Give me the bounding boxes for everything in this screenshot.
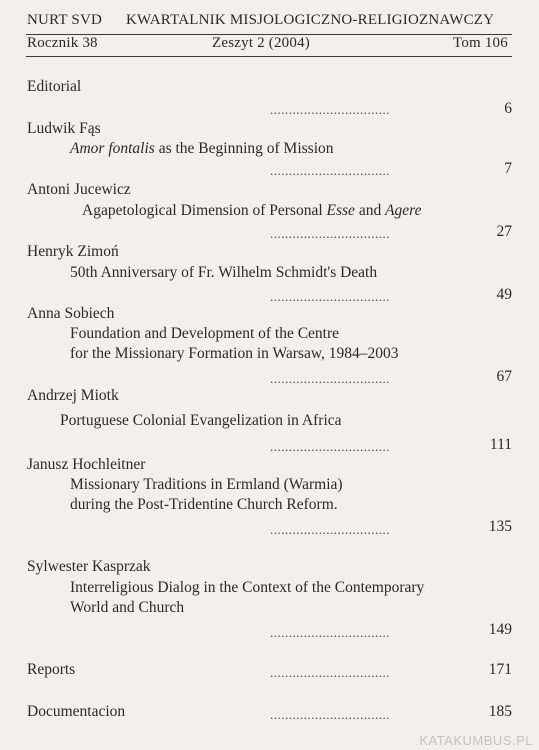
toc-author-fas: Ludwik Fąs [27,120,101,137]
toc-author-kasprzak: Sylwester Kasprzak [27,558,151,575]
toc-documentacion-label: Documentacion [27,703,126,720]
toc-dots: ................................ [270,439,390,454]
toc-title-zimon: 50th Anniversary of Fr. Wilhelm Schmidt's Death [70,264,378,281]
toc-dots: ................................ [270,226,390,241]
toc-hochleitner-page: 135 [488,518,512,535]
toc-editorial-label: Editorial [27,78,82,95]
toc-dots: ................................ [270,163,390,178]
toc-dots: ................................ [270,289,390,304]
toc-title-hochleitner-line1: Missionary Traditions in Ermland (Warmia) [70,476,343,493]
volume-label: Rocznik 38 [27,35,98,51]
tome-label: Tom 106 [453,35,508,51]
header-rule-bottom [26,56,512,57]
watermark: KATAKUMBUS.PL [419,733,533,748]
toc-dots: ................................ [270,371,390,386]
toc-title-jucewicz: Agapetological Dimension of Personal Esse and Agere [82,202,422,219]
toc-editorial-page: 6 [504,100,512,117]
toc-reports-label: Reports [27,661,76,678]
issue-label: Zeszyt 2 (2004) [212,35,310,51]
toc-dots: ................................ [270,102,390,117]
toc-dots: ................................ [270,522,390,537]
journal-code: NURT SVD [27,12,103,28]
toc-jucewicz-page: 27 [496,223,512,240]
toc-dots: ................................ [270,707,390,722]
toc-author-sobiech: Anna Sobiech [27,305,115,322]
toc-title-hochleitner-line2: during the Post-Tridentine Church Reform. [70,496,338,513]
toc-documentacion-page: 185 [488,703,512,720]
toc-title-sobiech-line2: for the Missionary Formation in Warsaw, 1984–2003 [70,345,399,362]
toc-author-zimon: Henryk Zimoń [27,243,119,260]
toc-miotk-page: 111 [489,436,512,453]
toc-sobiech-page: 67 [496,368,512,385]
journal-name: KWARTALNIK MISJOLOGICZNO-RELIGIOZNAWCZY [126,12,495,28]
toc-author-jucewicz: Antoni Jucewicz [27,181,131,198]
toc-kasprzak-page: 149 [488,621,512,638]
toc-title-sobiech-line1: Foundation and Development of the Centre [70,325,340,342]
toc-title-kasprzak-line1: Interreligious Dialog in the Context of the Contemporary [70,579,425,596]
toc-fas-page: 7 [504,160,512,177]
toc-reports-page: 171 [488,661,512,678]
toc-author-miotk: Andrzej Miotk [27,387,119,404]
toc-title-fas: Amor fontalis as the Beginning of Mission [70,140,334,157]
toc-author-hochleitner: Janusz Hochleitner [27,456,146,473]
toc-dots: ................................ [270,665,390,680]
toc-dots: ................................ [270,625,390,640]
toc-zimon-page: 49 [496,286,512,303]
toc-title-miotk: Portuguese Colonial Evangelization in Africa [60,412,342,429]
toc-title-kasprzak-line2: World and Church [70,599,185,616]
